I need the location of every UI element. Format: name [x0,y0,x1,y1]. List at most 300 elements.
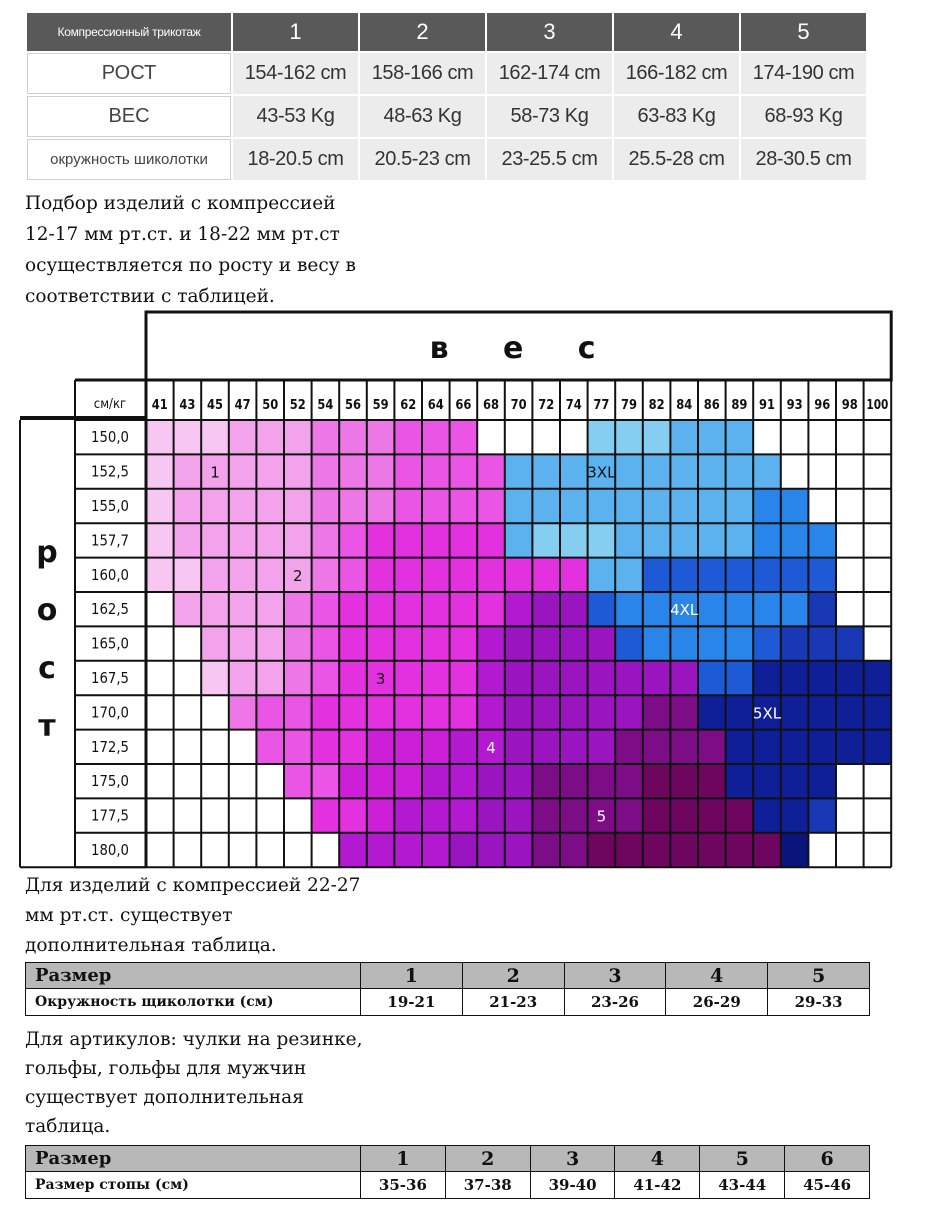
grid-cell [201,695,229,729]
table-cell: 23-25.5 cm [487,139,612,180]
grid-cell [781,420,809,454]
text-line: существует дополнительная [25,1087,304,1108]
grid-cell [808,798,836,832]
grid-cell [229,764,257,798]
grid-cell [505,454,533,488]
grid-cell [284,764,312,798]
grid-cell [753,558,781,592]
grid-cell [670,454,698,488]
grid-cell [284,592,312,626]
grid-cell [339,626,367,660]
grid-cell [643,833,671,867]
grid-cell [201,764,229,798]
grid-cell [670,523,698,557]
weight-tick-label: 70 [510,398,527,413]
grid-cell [532,592,560,626]
grid-cell [864,764,892,798]
grid-cell [643,523,671,557]
top-table-size-header: 5 [741,13,866,51]
text-line: таблица. [25,1116,111,1137]
grid-cell [339,798,367,832]
grid-cell [560,523,588,557]
weight-tick-label: 98 [841,398,858,413]
grid-cell [450,833,478,867]
grid-cell [560,489,588,523]
height-tick-label: 180,0 [91,841,129,859]
grid-cell [422,626,450,660]
grid-cell [836,489,864,523]
foot-size-table [25,1145,870,1199]
grid-cell [229,833,257,867]
grid-cell [698,489,726,523]
grid-cell [781,523,809,557]
text-line: мм рт.ст. существует [25,905,233,926]
size-header: 2 [462,963,564,989]
grid-cell [588,833,616,867]
grid-cell [588,489,616,523]
grid-cell [808,558,836,592]
height-tick-label: 165,0 [91,634,129,653]
grid-cell [588,626,616,660]
grid-cell [560,798,588,832]
grid-cell [670,489,698,523]
grid-cell [726,730,754,764]
grid-cell [477,798,505,832]
top-table-size-header: 1 [233,13,358,51]
grid-cell [312,420,340,454]
grid-cell [229,454,257,488]
grid-cell [477,833,505,867]
grid-cell [753,730,781,764]
grid-cell [174,695,202,729]
grid-cell [588,764,616,798]
text-line: 12-17 мм рт.ст. и 18-22 мм рт.ст [25,224,340,245]
grid-cell [588,695,616,729]
height-tick-label: 170,0 [91,703,129,722]
grid-cell [477,523,505,557]
grid-cell [367,420,395,454]
grid-cell [643,661,671,695]
grid-cell [367,695,395,729]
height-axis-title-letter: с [38,651,56,686]
grid-cell [146,661,174,695]
weight-tick-label: 79 [621,398,637,413]
grid-cell [422,730,450,764]
text-line: Для изделий с компрессией 22-27 [25,875,361,896]
grid-cell [312,764,340,798]
grid-cell [201,730,229,764]
grid-cell [781,592,809,626]
grid-cell [615,420,643,454]
weight-tick-label: 89 [731,398,748,413]
grid-cell [864,626,892,660]
row-label-weight: ВЕС [27,96,231,137]
grid-cell [808,661,836,695]
grid-cell [284,661,312,695]
grid-cell [505,764,533,798]
grid-cell [615,730,643,764]
grid-cell [864,661,892,695]
table-cell: 63-83 Kg [614,96,739,137]
grid-cell [753,454,781,488]
grid-cell [174,558,202,592]
table-cell: 43-44 [700,1172,785,1199]
grid-cell [615,523,643,557]
grid-cell [808,730,836,764]
grid-cell [146,558,174,592]
grid-cell [505,730,533,764]
grid-cell [836,558,864,592]
grid-cell [477,454,505,488]
grid-cell [532,764,560,798]
grid-cell [284,523,312,557]
row-label-ankle-circumference: Окружность щиколотки (см) [26,989,361,1016]
grid-cell [229,489,257,523]
grid-cell [174,592,202,626]
weight-tick-label: 68 [483,398,499,413]
grid-cell [864,523,892,557]
height-axis-title-letter: р [36,535,58,570]
grid-cell [753,523,781,557]
height-tick-label: 152,5 [91,462,129,481]
grid-cell [312,489,340,523]
grid-cell [367,798,395,832]
grid-cell [864,454,892,488]
grid-cell [726,558,754,592]
grid-cell [505,661,533,695]
size-header: 3 [530,1146,615,1172]
grid-cell [284,833,312,867]
weight-tick-label: 93 [786,398,803,413]
grid-cell [643,764,671,798]
grid-cell [477,626,505,660]
grid-cell [201,489,229,523]
grid-cell [284,420,312,454]
weight-tick-label: 62 [400,398,417,413]
grid-cell [670,626,698,660]
grid-cell [174,420,202,454]
grid-cell [643,798,671,832]
grid-cell [256,454,284,488]
row-label-ankle: окружность шиколотки [27,139,231,180]
grid-cell [477,695,505,729]
grid-cell [229,798,257,832]
grid-cell [450,695,478,729]
grid-cell [615,798,643,832]
grid-cell [201,798,229,832]
weight-tick-label: 41 [151,398,168,413]
grid-cell [450,489,478,523]
grid-cell [532,626,560,660]
size-zone-label: 5 [596,807,607,826]
grid-cell [698,454,726,488]
grid-cell [781,730,809,764]
grid-cell [450,592,478,626]
grid-cell [726,420,754,454]
size-zone-label: 4 [486,738,496,757]
weight-tick-label: 77 [593,398,610,413]
grid-cell [781,661,809,695]
grid-cell [146,454,174,488]
grid-cell [312,523,340,557]
grid-cell [339,833,367,867]
weight-tick-label: 59 [372,398,389,413]
grid-cell [670,730,698,764]
grid-cell [808,523,836,557]
grid-cell [643,454,671,488]
grid-cell [698,523,726,557]
grid-cell [146,695,174,729]
grid-cell [588,661,616,695]
grid-cell [422,661,450,695]
grid-cell [532,833,560,867]
grid-cell [643,730,671,764]
grid-cell [781,833,809,867]
grid-cell [670,764,698,798]
grid-cell [836,833,864,867]
row-label-height: РОСТ [27,53,231,94]
weight-tick-label: 72 [538,398,555,413]
grid-cell [532,730,560,764]
grid-cell [422,833,450,867]
grid-cell [781,454,809,488]
grid-cell [588,523,616,557]
weight-tick-label: 96 [814,398,831,413]
grid-cell [477,420,505,454]
weight-tick-label: 86 [703,398,720,413]
grid-cell [284,730,312,764]
grid-cell [422,592,450,626]
grid-cell [643,695,671,729]
grid-cell [450,626,478,660]
grid-cell [256,695,284,729]
size-zone-label: 4XL [670,601,699,620]
grid-cell [256,420,284,454]
table-cell: 166-182 cm [614,53,739,94]
text-line: осуществляется по росту и весу в [25,255,356,276]
grid-cell [836,798,864,832]
grid-cell [367,523,395,557]
grid-cell [532,798,560,832]
grid-cell [753,661,781,695]
top-table-corner-label: Компрессионный трикотаж [27,13,231,51]
grid-cell [670,661,698,695]
table-cell: 41-42 [615,1172,700,1199]
grid-cell [201,626,229,660]
size-header: 4 [615,1146,700,1172]
weight-tick-label: 66 [455,398,472,413]
height-axis-title-letter: о [36,593,58,628]
grid-cell [201,661,229,695]
grid-cell [146,626,174,660]
grid-cell [781,626,809,660]
size-header: 4 [666,963,768,989]
grid-cell [201,833,229,867]
grid-cell [560,420,588,454]
grid-cell [284,489,312,523]
weight-tick-label: 43 [179,398,196,413]
grid-cell [643,489,671,523]
grid-cell [256,730,284,764]
weight-tick-label: 47 [234,398,251,413]
grid-cell [560,833,588,867]
grid-cell [753,764,781,798]
grid-cell [560,695,588,729]
grid-cell [560,454,588,488]
grid-cell [808,454,836,488]
grid-cell [339,592,367,626]
grid-cell [146,798,174,832]
height-tick-label: 167,5 [91,669,129,687]
grid-cell [615,695,643,729]
grid-cell [174,730,202,764]
grid-cell [422,523,450,557]
row-label-foot-size: Размер стопы (см) [26,1172,361,1199]
grid-cell [174,523,202,557]
grid-cell [505,626,533,660]
grid-cell [312,592,340,626]
height-axis-title-letter: т [38,709,56,744]
grid-cell [367,626,395,660]
grid-cell [836,764,864,798]
size-header: 5 [700,1146,785,1172]
grid-cell [726,833,754,867]
grid-cell [229,695,257,729]
grid-cell [560,626,588,660]
grid-cell [698,730,726,764]
grid-cell [670,420,698,454]
grid-cell [808,695,836,729]
grid-cell [394,592,422,626]
grid-cell [864,695,892,729]
table-cell: 45-46 [785,1172,870,1199]
grid-cell [615,833,643,867]
grid-cell [505,523,533,557]
grid-cell [808,833,836,867]
grid-cell [146,489,174,523]
grid-cell [201,592,229,626]
grid-cell [588,420,616,454]
compression-note [25,871,360,961]
grid-cell [643,592,671,626]
grid-cell [726,695,754,729]
grid-cell [256,798,284,832]
weight-tick-label: 91 [759,398,775,413]
top-table-size-header: 3 [487,13,612,51]
size-header: 5 [768,963,870,989]
table-cell: 58-73 Kg [487,96,612,137]
table-cell: 26-29 [666,989,768,1016]
grid-cell [284,626,312,660]
grid-cell [753,489,781,523]
grid-cell [146,592,174,626]
grid-cell [229,523,257,557]
grid-cell [256,558,284,592]
table-cell: 18-20.5 cm [233,139,358,180]
table-cell: 158-166 cm [360,53,485,94]
grid-cell [781,695,809,729]
grid-cell [312,730,340,764]
grid-cell [394,764,422,798]
grid-cell [284,454,312,488]
table-row [26,1172,870,1199]
height-tick-label: 157,7 [91,531,129,550]
grid-cell [339,730,367,764]
height-tick-label: 162,5 [91,600,129,619]
grid-cell [615,454,643,488]
grid-cell [174,661,202,695]
grid-cell [229,420,257,454]
size-header-label: Размер [26,963,361,989]
size-header-label: Размер [26,1146,361,1172]
grid-cell [394,833,422,867]
grid-cell [174,489,202,523]
text-line: Для артикулов: чулки на резинке, [25,1029,363,1050]
grid-cell [450,730,478,764]
grid-cell [560,661,588,695]
height-tick-label: 177,5 [91,806,129,825]
grid-cell [229,626,257,660]
grid-cell [312,661,340,695]
table-cell: 48-63 Kg [360,96,485,137]
table-cell: 174-190 cm [741,53,866,94]
grid-cell [174,798,202,832]
grid-cell [312,833,340,867]
table-cell: 19-21 [361,989,463,1016]
grid-cell [367,454,395,488]
grid-cell [394,798,422,832]
weight-axis-title: в е с [429,331,618,366]
grid-cell [477,489,505,523]
grid-cell [670,558,698,592]
table-cell: 68-93 Kg [741,96,866,137]
grid-cell [229,558,257,592]
grid-cell [532,523,560,557]
table-cell: 154-162 cm [233,53,358,94]
grid-cell [698,420,726,454]
grid-cell [477,592,505,626]
grid-cell [505,798,533,832]
table-header-row [26,1146,870,1172]
grid-cell [146,523,174,557]
weight-tick-label: 82 [648,398,665,413]
size-zone-label: 1 [210,463,220,482]
grid-cell [615,558,643,592]
grid-cell [643,626,671,660]
grid-cell [615,764,643,798]
size-zone-label: 5XL [752,704,782,723]
grid-cell [726,454,754,488]
grid-cell [808,420,836,454]
text-line: соответствии с таблицей. [25,286,275,307]
table-cell: 21-23 [462,989,564,1016]
grid-cell [588,592,616,626]
grid-cell [312,558,340,592]
height-tick-label: 175,0 [91,772,129,791]
text-line: гольфы, гольфы для мужчин [25,1058,307,1079]
grid-cell [726,489,754,523]
grid-cell [450,661,478,695]
grid-cell [753,592,781,626]
grid-cell [698,558,726,592]
grid-cell [726,764,754,798]
grid-cell [394,626,422,660]
table-cell: 20.5-23 cm [360,139,485,180]
grid-cell [312,454,340,488]
grid-cell [146,420,174,454]
grid-cell [477,661,505,695]
grid-cell [615,661,643,695]
